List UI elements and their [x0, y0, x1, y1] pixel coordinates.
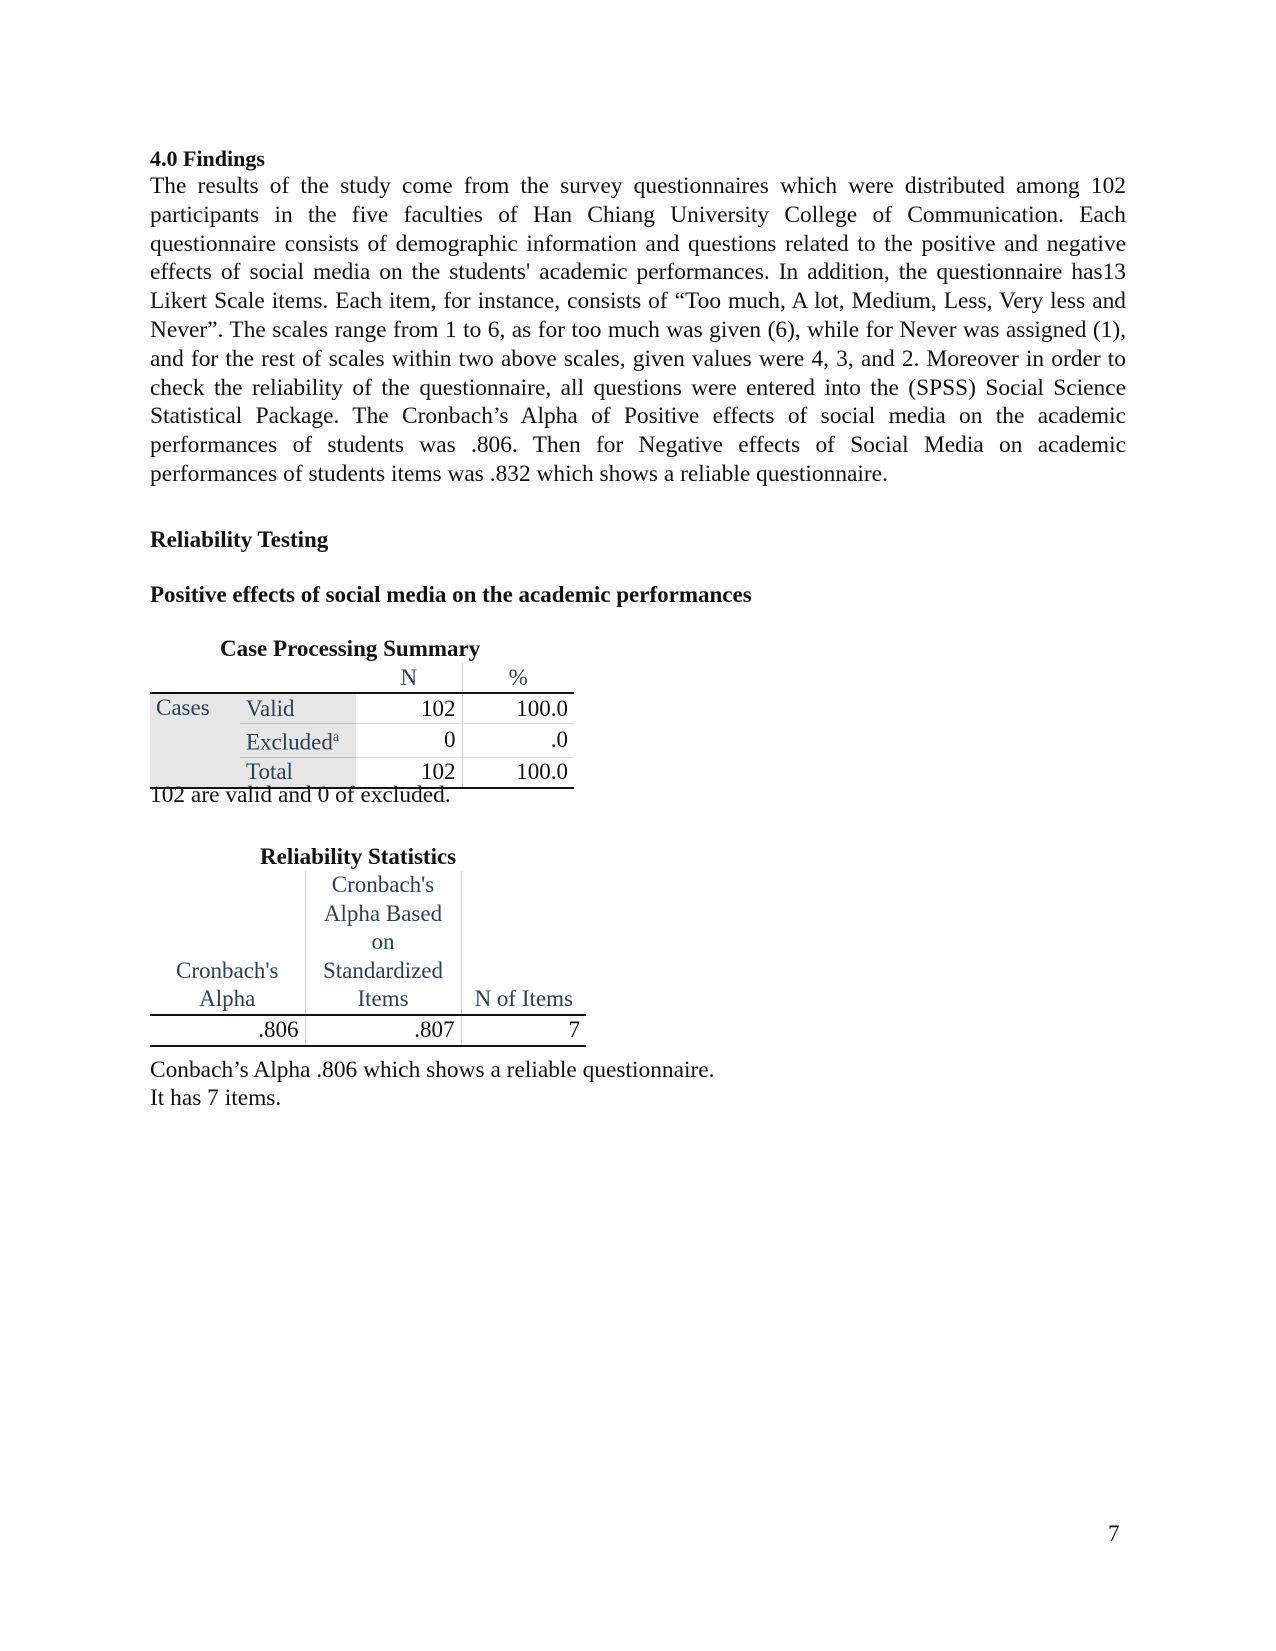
cases-group-label	[150, 693, 240, 788]
col-n-header: N	[356, 663, 462, 693]
table-row	[150, 693, 574, 724]
n-items-header: N of Items	[474, 986, 573, 1011]
cases-label: Cases	[156, 695, 210, 720]
n-value: 102	[356, 693, 462, 724]
conclusion-line-2: It has 7 items.	[150, 1085, 282, 1111]
reliability-testing-heading: Reliability Testing	[150, 527, 329, 552]
header-line: Alpha	[199, 986, 256, 1011]
n-value: 102	[356, 757, 462, 788]
case-summary-note: 102 are valid and 0 of excluded.	[150, 782, 451, 808]
header-line: Cronbach's	[331, 872, 435, 897]
std-alpha-value: .807	[305, 1015, 461, 1046]
row-label-text: Excluded	[246, 729, 333, 755]
case-summary-table	[150, 663, 574, 789]
alpha-value: .806	[150, 1015, 305, 1046]
case-summary-title: Case Processing Summary	[220, 636, 481, 661]
row-label-text: Total	[246, 759, 293, 785]
page-content	[150, 146, 1126, 1111]
header-line: Items	[357, 986, 409, 1011]
row-label-text: Valid	[246, 695, 295, 721]
header-line: on	[371, 929, 395, 954]
header-line: Cronbach's	[175, 957, 279, 983]
cronbach-alpha-header	[150, 871, 305, 1015]
n-items-value: 7	[568, 1017, 580, 1042]
row-label	[240, 693, 356, 724]
reliability-stats-table	[150, 871, 586, 1047]
table-row	[150, 1015, 586, 1046]
pct-value: .0	[462, 724, 574, 758]
reliability-header-row	[150, 871, 586, 1015]
footnote-marker: a	[332, 730, 340, 745]
case-summary-header-row	[150, 663, 574, 693]
header-line: Alpha Based	[323, 900, 443, 926]
findings-paragraph: The results of the study come from the survey questionnaires which were distributed among 102 participants in the five faculties of Han Chiang University College of Communication. Each questionnaire consists of demographic information and questions related to the positive and negative effects of social media on the students' academic performances. In addition, the questionnaire has13 Likert Scale items. Each item, for instance, consists of “Too much, A lot, Medium, Less, Very less and Never”. The scales range from 1 to 6, as for too much was given (6), while for Never was assigned (1), and for the rest of scales within two above scales, given values were 4, 3, and 2. Moreover in order to check the reliability of the questionnaire, all questions were entered into the (SPSS) Social Science Statistical Package. The Cronbach’s Alpha of Positive effects of social media on the academic performances of students was .806. Then for Negative effects of Social Media on academic performances of students items was .832 which shows a reliable questionnaire.	[150, 173, 1126, 487]
reliability-stats-title: Reliability Statistics	[260, 844, 457, 869]
row-label	[240, 724, 356, 758]
header-line: Standardized	[322, 957, 444, 983]
positive-effects-heading: Positive effects of social media on the academic performances	[150, 582, 752, 607]
page-number: 7	[1108, 1521, 1120, 1546]
pct-value: 100.0	[462, 693, 574, 724]
std-alpha-header	[305, 871, 461, 1015]
n-value: 0	[356, 724, 462, 758]
conclusion-line-1: Conbach’s Alpha .806 which shows a reliable questionnaire.	[150, 1057, 715, 1083]
pct-value: 100.0	[516, 759, 568, 785]
col-pct-header: %	[508, 664, 528, 690]
findings-heading: 4.0 Findings	[150, 146, 265, 171]
